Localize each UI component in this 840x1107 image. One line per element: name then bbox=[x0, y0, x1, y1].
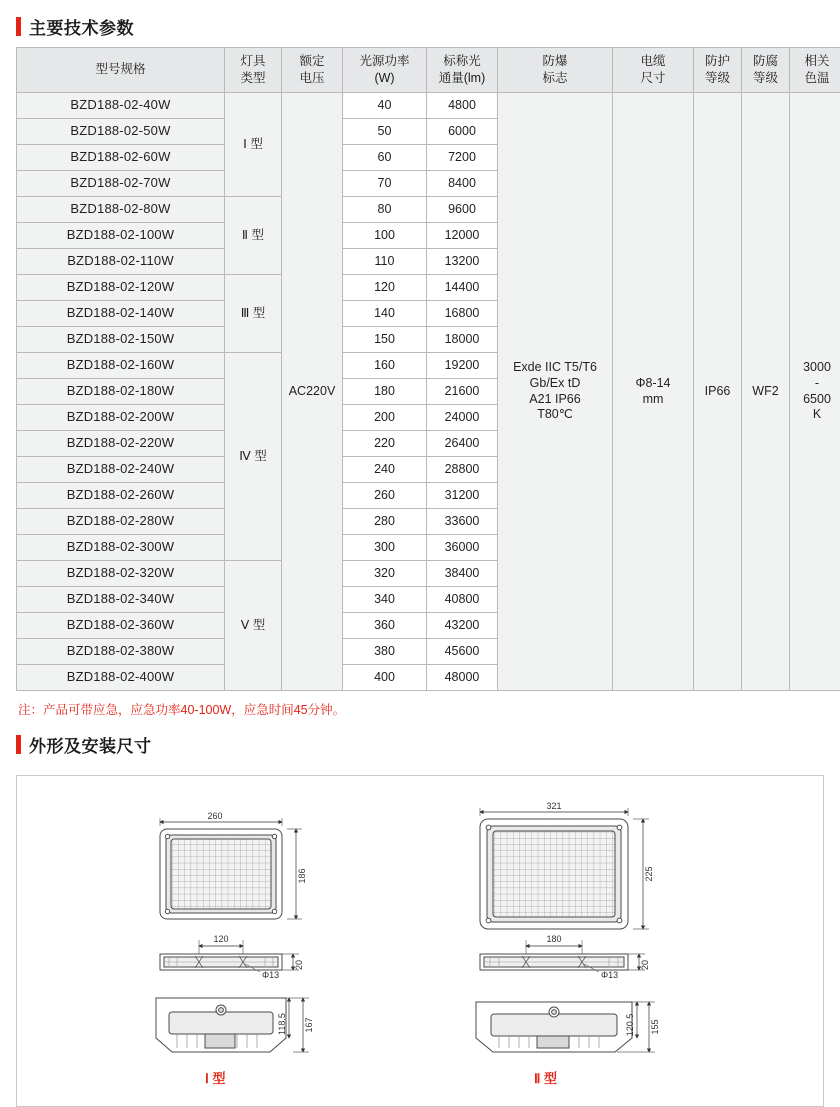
emergency-note: 注：产品可带应急，应急功率40-100W，应急时间45分钟。 bbox=[16, 691, 824, 718]
cell-power: 70 bbox=[343, 171, 427, 197]
dim-type2-body-depth: 155 bbox=[650, 1019, 660, 1034]
cell-model: BZD188-02-180W bbox=[17, 379, 225, 405]
cell-power: 260 bbox=[343, 483, 427, 509]
table-row bbox=[17, 93, 840, 119]
col-header-cable: 电缆 尺寸 bbox=[613, 48, 694, 93]
table-body bbox=[17, 93, 840, 691]
dim-type2-height: 225 bbox=[644, 866, 654, 881]
dimensions-section-title: 外形及安装尺寸 bbox=[29, 732, 152, 757]
cell-ex-mark: Exde IIC T5/T6 Gb/Ex tD A21 IP66 T80℃ bbox=[498, 93, 613, 691]
cell-model: BZD188-02-160W bbox=[17, 353, 225, 379]
cell-model: BZD188-02-40W bbox=[17, 93, 225, 119]
cell-model: BZD188-02-220W bbox=[17, 431, 225, 457]
dim-type2-hole: Φ13 bbox=[601, 970, 618, 980]
col-header-cct: 相关 色温 bbox=[790, 48, 840, 93]
cell-flux: 18000 bbox=[427, 327, 498, 353]
cell-voltage: AC220V bbox=[282, 93, 343, 691]
cell-flux: 16800 bbox=[427, 301, 498, 327]
cell-flux: 8400 bbox=[427, 171, 498, 197]
cell-flux: 24000 bbox=[427, 405, 498, 431]
cell-model: BZD188-02-260W bbox=[17, 483, 225, 509]
cell-power: 300 bbox=[343, 535, 427, 561]
cell-flux: 13200 bbox=[427, 249, 498, 275]
specs-section-heading bbox=[16, 0, 824, 47]
col-header-model: 型号规格 bbox=[17, 48, 225, 93]
cell-flux: 40800 bbox=[427, 587, 498, 613]
cell-flux: 9600 bbox=[427, 197, 498, 223]
cell-flux: 36000 bbox=[427, 535, 498, 561]
cell-model: BZD188-02-380W bbox=[17, 639, 225, 665]
cell-model: BZD188-02-320W bbox=[17, 561, 225, 587]
col-header-ex-mark: 防爆 标志 bbox=[498, 48, 613, 93]
dim-type2-bracket-thickness: 20 bbox=[640, 960, 650, 970]
col-header-lamp-type: 灯具 类型 bbox=[225, 48, 282, 93]
cell-power: 380 bbox=[343, 639, 427, 665]
cell-color-temperature: 3000 - 6500 K bbox=[790, 93, 840, 691]
cell-model: BZD188-02-280W bbox=[17, 509, 225, 535]
cell-power: 320 bbox=[343, 561, 427, 587]
cell-power: 120 bbox=[343, 275, 427, 301]
cell-power: 80 bbox=[343, 197, 427, 223]
cell-flux: 48000 bbox=[427, 665, 498, 691]
cell-lamp-type: Ⅱ 型 bbox=[225, 197, 282, 275]
cell-model: BZD188-02-80W bbox=[17, 197, 225, 223]
cell-power: 360 bbox=[343, 613, 427, 639]
dim-type1-width: 260 bbox=[207, 811, 222, 821]
red-bar-icon bbox=[16, 735, 21, 754]
cell-model: BZD188-02-70W bbox=[17, 171, 225, 197]
drawing-caption-type2: Ⅱ 型 bbox=[534, 1068, 557, 1087]
cell-corrosion-grade: WF2 bbox=[742, 93, 790, 691]
dim-type2-mount-span: 180 bbox=[546, 934, 561, 944]
cell-model: BZD188-02-300W bbox=[17, 535, 225, 561]
cell-power: 220 bbox=[343, 431, 427, 457]
cell-power: 400 bbox=[343, 665, 427, 691]
table-header-row bbox=[17, 48, 840, 93]
cell-lamp-type: Ⅰ 型 bbox=[225, 93, 282, 197]
col-header-ip: 防护 等级 bbox=[694, 48, 742, 93]
dim-type1-hole: Φ13 bbox=[262, 970, 279, 980]
dim-type1-mount-span: 120 bbox=[213, 934, 228, 944]
specifications-table bbox=[16, 47, 840, 691]
col-header-flux: 标称光 通量(lm) bbox=[427, 48, 498, 93]
dim-type2-body-depth2: 120.5 bbox=[625, 1014, 635, 1037]
dimensions-panel bbox=[16, 775, 824, 1107]
cell-flux: 33600 bbox=[427, 509, 498, 535]
cell-flux: 4800 bbox=[427, 93, 498, 119]
cell-flux: 31200 bbox=[427, 483, 498, 509]
drawing-caption-type1: Ⅰ 型 bbox=[205, 1068, 225, 1087]
dimension-drawings bbox=[17, 776, 823, 1106]
cell-power: 140 bbox=[343, 301, 427, 327]
cell-power: 280 bbox=[343, 509, 427, 535]
cell-model: BZD188-02-50W bbox=[17, 119, 225, 145]
cell-flux: 12000 bbox=[427, 223, 498, 249]
cell-model: BZD188-02-120W bbox=[17, 275, 225, 301]
cell-flux: 38400 bbox=[427, 561, 498, 587]
cell-power: 150 bbox=[343, 327, 427, 353]
red-bar-icon bbox=[16, 17, 21, 36]
dim-type1-height: 186 bbox=[297, 868, 307, 883]
specs-section-title: 主要技术参数 bbox=[29, 14, 134, 39]
cell-cable-size: Φ8-14 mm bbox=[613, 93, 694, 691]
cell-ip-rating: IP66 bbox=[694, 93, 742, 691]
cell-model: BZD188-02-150W bbox=[17, 327, 225, 353]
cell-power: 340 bbox=[343, 587, 427, 613]
cell-power: 110 bbox=[343, 249, 427, 275]
dim-type1-bracket-thickness: 20 bbox=[294, 960, 304, 970]
col-header-power: 光源功率 (W) bbox=[343, 48, 427, 93]
col-header-voltage: 额定 电压 bbox=[282, 48, 343, 93]
cell-model: BZD188-02-60W bbox=[17, 145, 225, 171]
cell-power: 240 bbox=[343, 457, 427, 483]
col-header-corrosion: 防腐 等级 bbox=[742, 48, 790, 93]
cell-model: BZD188-02-360W bbox=[17, 613, 225, 639]
cell-power: 40 bbox=[343, 93, 427, 119]
cell-power: 60 bbox=[343, 145, 427, 171]
cell-lamp-type: Ⅴ 型 bbox=[225, 561, 282, 691]
cell-power: 50 bbox=[343, 119, 427, 145]
cell-flux: 21600 bbox=[427, 379, 498, 405]
dimensions-section-heading bbox=[16, 718, 824, 765]
cell-lamp-type: Ⅳ 型 bbox=[225, 353, 282, 561]
cell-power: 160 bbox=[343, 353, 427, 379]
dim-type1-body-depth: 167 bbox=[304, 1017, 314, 1032]
cell-flux: 19200 bbox=[427, 353, 498, 379]
cell-flux: 7200 bbox=[427, 145, 498, 171]
cell-model: BZD188-02-110W bbox=[17, 249, 225, 275]
dim-type1-body-depth2: 118.5 bbox=[277, 1013, 287, 1035]
cell-flux: 45600 bbox=[427, 639, 498, 665]
cell-lamp-type: Ⅲ 型 bbox=[225, 275, 282, 353]
dim-type2-width: 321 bbox=[546, 801, 561, 811]
cell-power: 200 bbox=[343, 405, 427, 431]
cell-model: BZD188-02-340W bbox=[17, 587, 225, 613]
cell-flux: 26400 bbox=[427, 431, 498, 457]
cell-model: BZD188-02-200W bbox=[17, 405, 225, 431]
cell-flux: 43200 bbox=[427, 613, 498, 639]
cell-power: 100 bbox=[343, 223, 427, 249]
cell-model: BZD188-02-240W bbox=[17, 457, 225, 483]
cell-model: BZD188-02-400W bbox=[17, 665, 225, 691]
cell-flux: 14400 bbox=[427, 275, 498, 301]
cell-flux: 6000 bbox=[427, 119, 498, 145]
cell-model: BZD188-02-100W bbox=[17, 223, 225, 249]
cell-flux: 28800 bbox=[427, 457, 498, 483]
cell-power: 180 bbox=[343, 379, 427, 405]
cell-model: BZD188-02-140W bbox=[17, 301, 225, 327]
